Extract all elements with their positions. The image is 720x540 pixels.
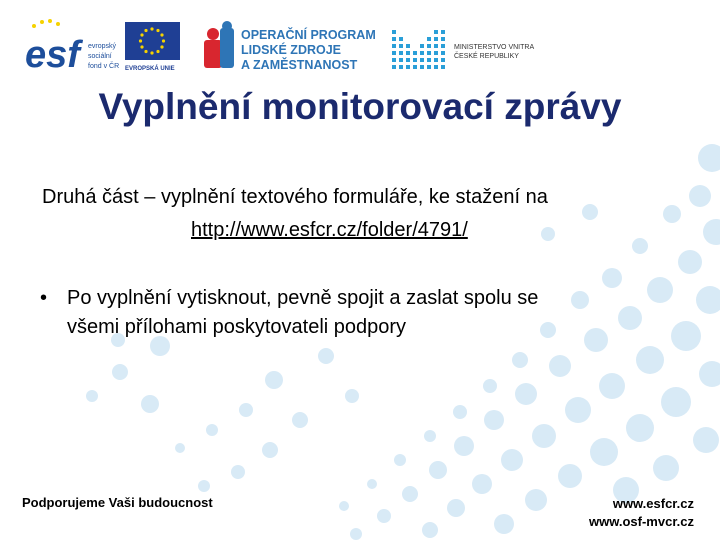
footer-url-esfcr[interactable]: www.esfcr.cz [612, 496, 694, 511]
mv-cr-logo [392, 30, 536, 69]
footer-url-osf-mvcr[interactable]: www.osf-mvcr.cz [589, 514, 694, 529]
op-lzz-logo [204, 21, 379, 72]
svg-text:EVROPSKÁ UNIE: EVROPSKÁ UNIE [125, 66, 175, 72]
download-link[interactable]: http://www.esfcr.cz/folder/4791/ [191, 219, 468, 241]
eu-flag-logo [125, 22, 180, 72]
svg-text:OPERAČNÍ PROGRAM LIDSK: OPERAČNÍ PROGRAM LIDSKÉ ZDROJE A ZAMĚSTNANOST [241, 28, 376, 72]
bullet-text-line-1: Po vyplnění vytisknout, pevně spojit a zaslat spolu se [67, 287, 539, 309]
svg-text:evropský sociální: evropský sociální fond v ČR [88, 43, 120, 70]
footer-slogan: Podporujeme Vaši budoucnost [22, 495, 213, 510]
intro-text: Druhá část – vyplnění textového formuláře, ke stažení na [42, 186, 548, 208]
bullet-text-line-2: všemi přílohami poskytovateli podpory [67, 316, 407, 338]
logos-header [0, 0, 720, 80]
svg-text:esf: esf [25, 34, 80, 76]
intro-paragraph [42, 181, 682, 247]
esf-logo [25, 19, 119, 76]
footer-links [589, 495, 694, 531]
svg-text:MINISTERSTVO VNITRA ČE: MINISTERSTVO VNITRA ČESKÉ REPUBLIKY [454, 44, 534, 60]
bullet-item [40, 284, 680, 342]
slide-title: Vyplnění monitorovací zprávy [98, 86, 622, 127]
bullet-icon: • [40, 287, 48, 309]
